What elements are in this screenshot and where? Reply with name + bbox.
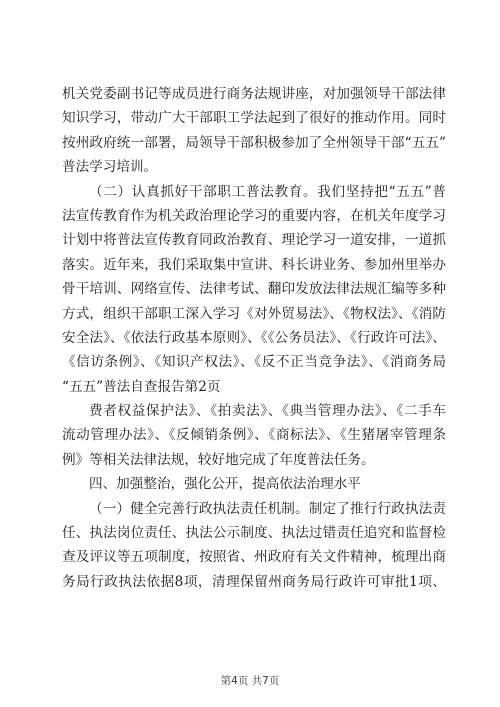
text-line	[62, 155, 446, 179]
text-line-content: 《信访条例》、《知识产权法》、《反不正当竞争法》、《消商务局	[62, 354, 446, 371]
text-line	[62, 253, 446, 277]
text-line-content: 例》等相关法律法规，较好地完成了年度普法任务。	[62, 451, 375, 468]
text-line	[62, 228, 446, 252]
text-line-content: 普法学习培训。	[62, 159, 158, 176]
page-footer: 第4页 共7页	[220, 675, 280, 687]
text-line-content: 查及评议等五项制度，按照省、州政府有关文件精神，梳理出商	[62, 549, 446, 566]
text-line	[62, 399, 446, 423]
text-line	[62, 350, 446, 374]
text-line-content: 费者权益保护法》、《拍卖法》、《典当管理办法》、《二手车	[89, 403, 446, 420]
text-line-content: 任、执法岗位责任、执法公示制度、执法过错责任追究和监督检	[62, 525, 446, 542]
text-line-content: 流动管理办法》、《反倾销条例》、《商标法》、《生猪屠宰管理条	[62, 427, 446, 444]
text-line	[62, 545, 446, 569]
text-line-content: 知识学习，带动广大干部职工学法起到了很好的推动作用。同时	[62, 110, 446, 127]
text-line-content: （一）健全完善行政执法责任机制。制定了推行行政执法责	[89, 500, 446, 517]
text-line	[62, 423, 446, 447]
text-line-content: 骨干培训、网络宣传、法律考试、翻印发放法律法规汇编等多种	[62, 281, 446, 298]
text-line	[62, 472, 446, 496]
text-line-content: 机关党委副书记等成员进行商务法规讲座，对加强领导干部法律	[62, 86, 446, 102]
text-line-content: “五五”普法自查报告第2页	[62, 378, 221, 395]
text-line-content: 务局行政执法依据8项，清理保留州商务局行政许可审批1项、	[62, 573, 446, 590]
text-line	[62, 570, 446, 594]
text-line	[62, 180, 446, 204]
text-line-content: 方式，组织干部职工深入学习《对外贸易法》、《物权法》、《消防	[62, 305, 446, 322]
text-line	[62, 302, 446, 326]
text-line-content: 落实。近年来，我们采取集中宣讲、科长讲业务、参加州里举办	[62, 256, 446, 273]
text-line	[62, 375, 446, 399]
text-line-content: 法宣传教育作为机关政治理论学习的重要内容，在机关年度学习	[62, 207, 446, 224]
text-line	[62, 204, 446, 228]
document-body	[62, 82, 446, 594]
text-line	[62, 277, 446, 301]
text-line-content: 计划中将普法宣传教育同政治教育、理论学习一道安排，一道抓	[62, 232, 446, 249]
text-line	[62, 131, 446, 155]
text-line	[62, 448, 446, 472]
text-line	[62, 521, 446, 545]
text-line	[62, 497, 446, 521]
text-line-content: （二）认真抓好干部职工普法教育。我们坚持把“五五”普	[89, 183, 446, 200]
text-line-content: 按州政府统一部署，局领导干部积极参加了全州领导干部“五五”	[62, 134, 446, 151]
text-line-content: 安全法》、《依法行政基本原则》、《《公务员法》、《行政许可法》、	[62, 329, 446, 346]
text-line-content: 四、加强整治，强化公开，提高依法治理水平	[89, 476, 361, 493]
text-line	[62, 106, 446, 130]
text-line	[62, 82, 446, 106]
text-line	[62, 326, 446, 350]
